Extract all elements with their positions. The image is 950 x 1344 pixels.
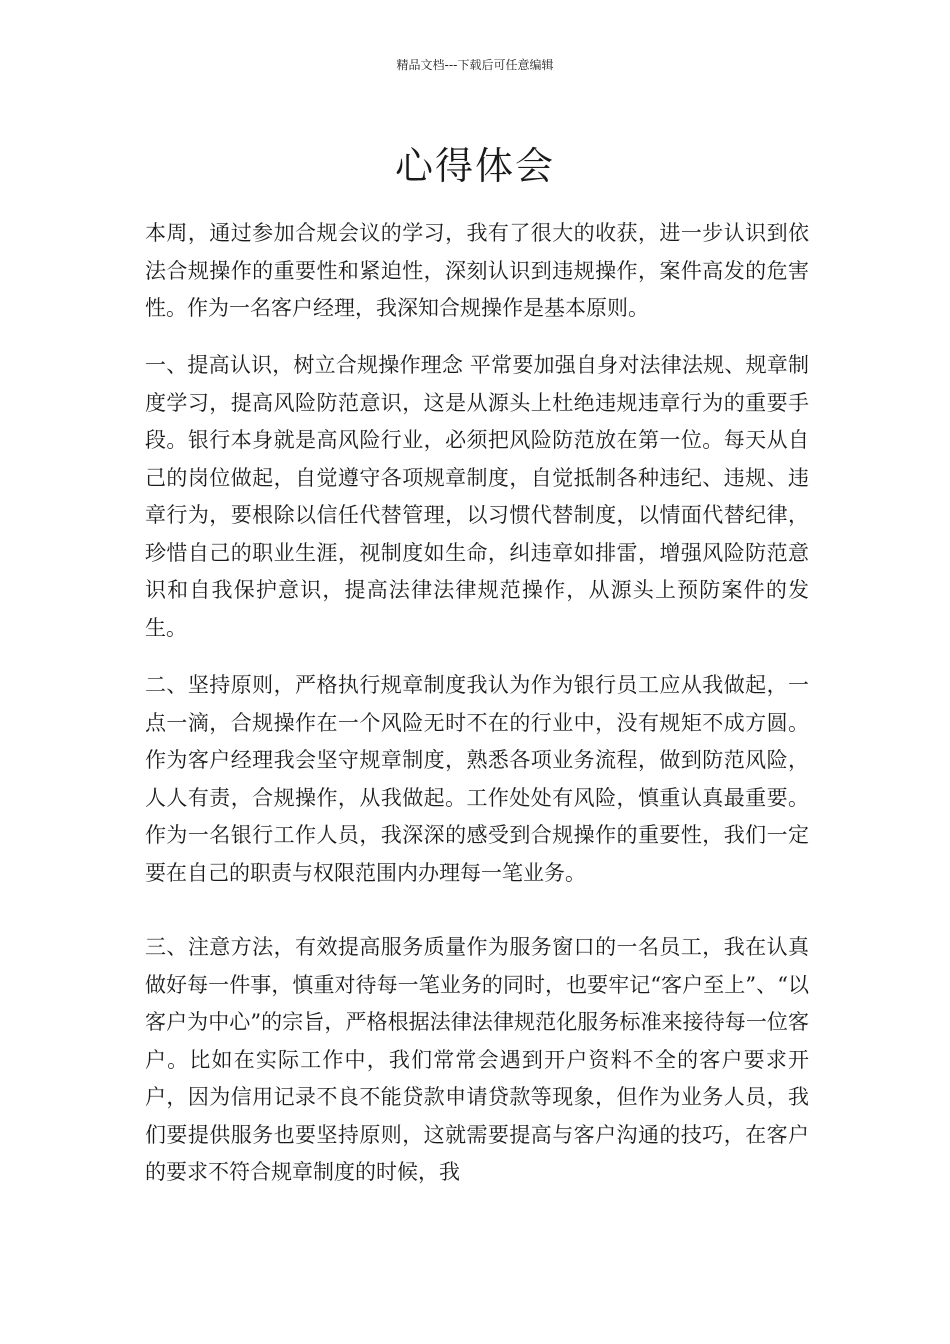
- header-note: 精品文档---下载后可任意编辑: [396, 58, 554, 72]
- paragraph-section-1: 一、提高认识，树立合规操作理念 平常要加强自身对法律法规、规章制度学习，提高风险防范意识，这是从源头上杜绝违规违章行为的重要手段。银行本身就是高风险行业，必须把风险防范放在第一位。每天从自己的岗位做起，自觉遵守各项规章制度，自觉抵制各种违纪、违规、违章行为，要根除以信任代替管理，以习惯代替制度，以情面代替纪律，珍惜自己的职业生涯，视制度如生命，纠违章如排雷，增强风险防范意识和自我保护意识，提高法律法律规范操作，从源头上预防案件的发生。: [145, 353, 809, 640]
- paragraph-section-2: 二、坚持原则，严格执行规章制度我认为作为银行员工应从我做起，一点一滴，合规操作在一个风险无时不在的行业中，没有规矩不成方圆。作为客户经理我会坚守规章制度，熟悉各项业务流程，做到防范风险，人人有责，合规操作，从我做起。工作处处有风险，慎重认真最重要。作为一名银行工作人员，我深深的感受到合规操作的重要性，我们一定要在自己的职责与权限范围内办理每一笔业务。: [145, 673, 809, 885]
- page-title: 心得体会: [394, 144, 555, 188]
- paragraph-intro: 本周，通过参加合规会议的学习，我有了很大的收获，进一步认识到依法合规操作的重要性和紧迫性，深刻认识到违规操作，案件高发的危害性。作为一名客户经理，我深知合规操作是基本原则。: [145, 221, 809, 320]
- paragraph-section-3: 三、注意方法，有效提高服务质量作为服务窗口的一名员工，我在认真做好每一件事，慎重对待每一笔业务的同时，也要牢记“客户至上”、“以客户为中心”的宗旨，严格根据法律法律规范化服务标准来接待每一位客户。比如在实际工作中，我们常常会遇到开户资料不全的客户要求开户，因为信用记录不良不能贷款申请贷款等现象，但作为业务人员，我们要提供服务也要坚持原则，这就需要提高与客户沟通的技巧，在客户的要求不符合规章制度的时候，我: [145, 935, 809, 1184]
